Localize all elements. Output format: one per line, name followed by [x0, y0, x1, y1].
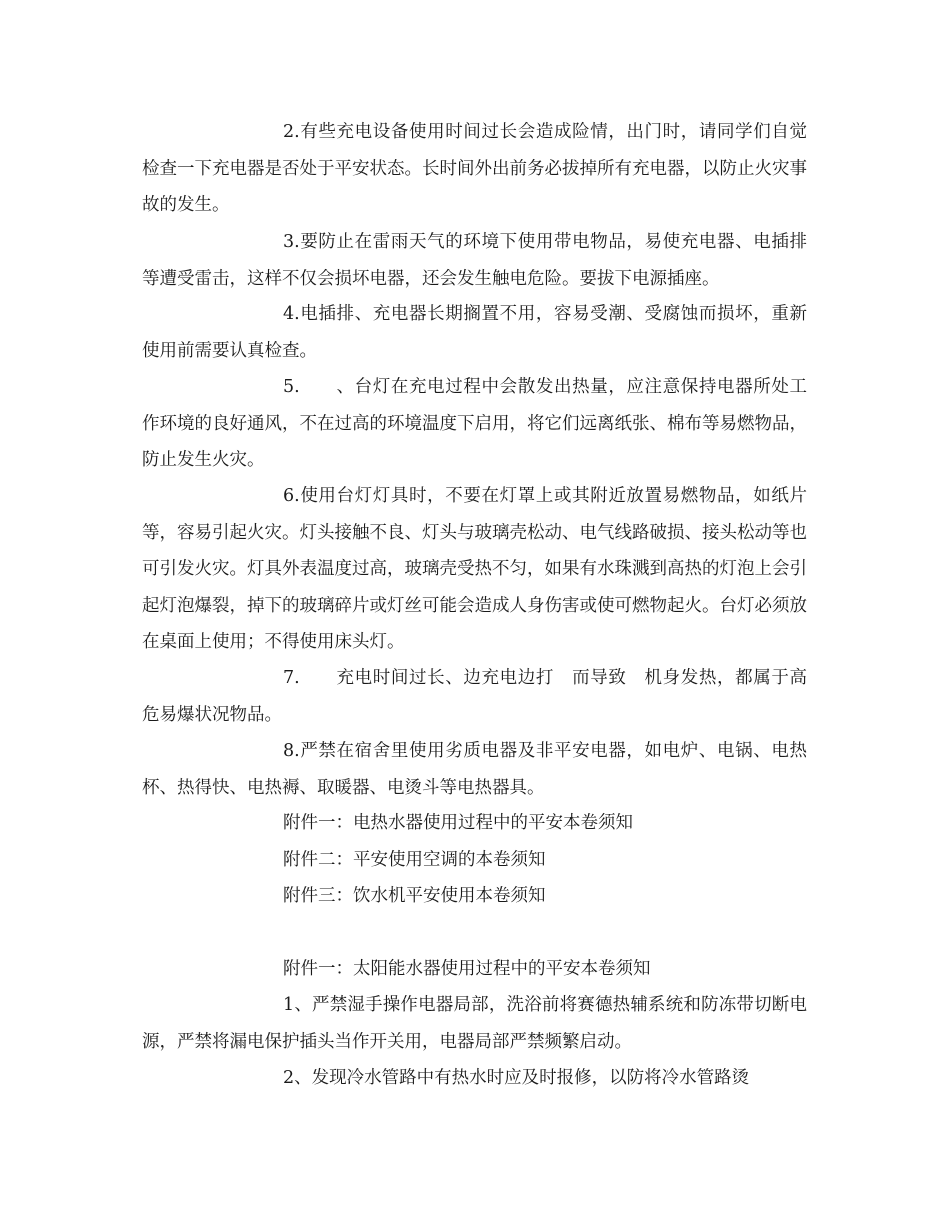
section-paragraph-1: 1、严禁湿手操作电器局部，洗浴前将赛德热辅系统和防冻带切断电源，严禁将漏电保护插头当作开关用，电器局部严禁频繁启动。: [142, 995, 807, 1052]
paragraph-item-4: 4.电插排、充电器长期搁置不用，容易受潮、受腐蚀而损坏，重新使用前需要认真检查。: [142, 304, 807, 361]
paragraph-item-5: 5. 、台灯在充电过程中会散发出热量，应注意保持电器所处工作环境的良好通风，不在过高的环境温度下启用，将它们远离纸张、棉布等易燃物品，防止发生火灾。: [142, 377, 807, 470]
paragraph-item-8: 8.严禁在宿舍里使用劣质电器及非平安电器，如电炉、电锅、电热杯、热得快、电热褥、取暖器、电烫斗等电热器具。: [142, 741, 807, 798]
section-title: 附件一：太阳能水器使用过程中的平安本卷须知: [283, 959, 651, 979]
paragraph-item-2: 2.有些充电设备使用时间过长会造成险情，出门时，请同学们自觉检查一下充电器是否处于平安状态。长时间外出前务必拔掉所有充电器，以防止火灾事故的发生。: [142, 122, 807, 215]
attachment-line-1: 附件一：电热水器使用过程中的平安本卷须知: [283, 813, 633, 833]
section-paragraph-2: 2、发现冷水管路中有热水时应及时报修，以防将冷水管路烫: [283, 1068, 750, 1088]
paragraph-item-6: 6.使用台灯灯具时，不要在灯罩上或其附近放置易燃物品，如纸片等，容易引起火灾。灯头接触不良、灯头与玻璃壳松动、电气线路破损、接头松动等也可引发火灾。灯具外表温度过高，玻璃壳受热不匀，如果有水珠溅到高热的灯泡上会引起灯泡爆裂，掉下的玻璃碎片或灯丝可能会造成人身伤害或使可燃物起火。台灯必须放在桌面上使用；不得使用床头灯。: [142, 486, 807, 652]
paragraph-item-3: 3.要防止在雷雨天气的环境下使用带电物品，易使充电器、电插排等遭受雷击，这样不仅会损坏电器，还会发生触电危险。要拔下电源插座。: [142, 232, 807, 289]
attachment-line-3: 附件三：饮水机平安使用本卷须知: [283, 886, 546, 906]
paragraph-item-7: 7. 充电时间过长、边充电边打 而导致 机身发热，都属于高危易爆状况物品。: [142, 668, 807, 725]
attachment-line-2: 附件二：平安使用空调的本卷须知: [283, 850, 546, 870]
